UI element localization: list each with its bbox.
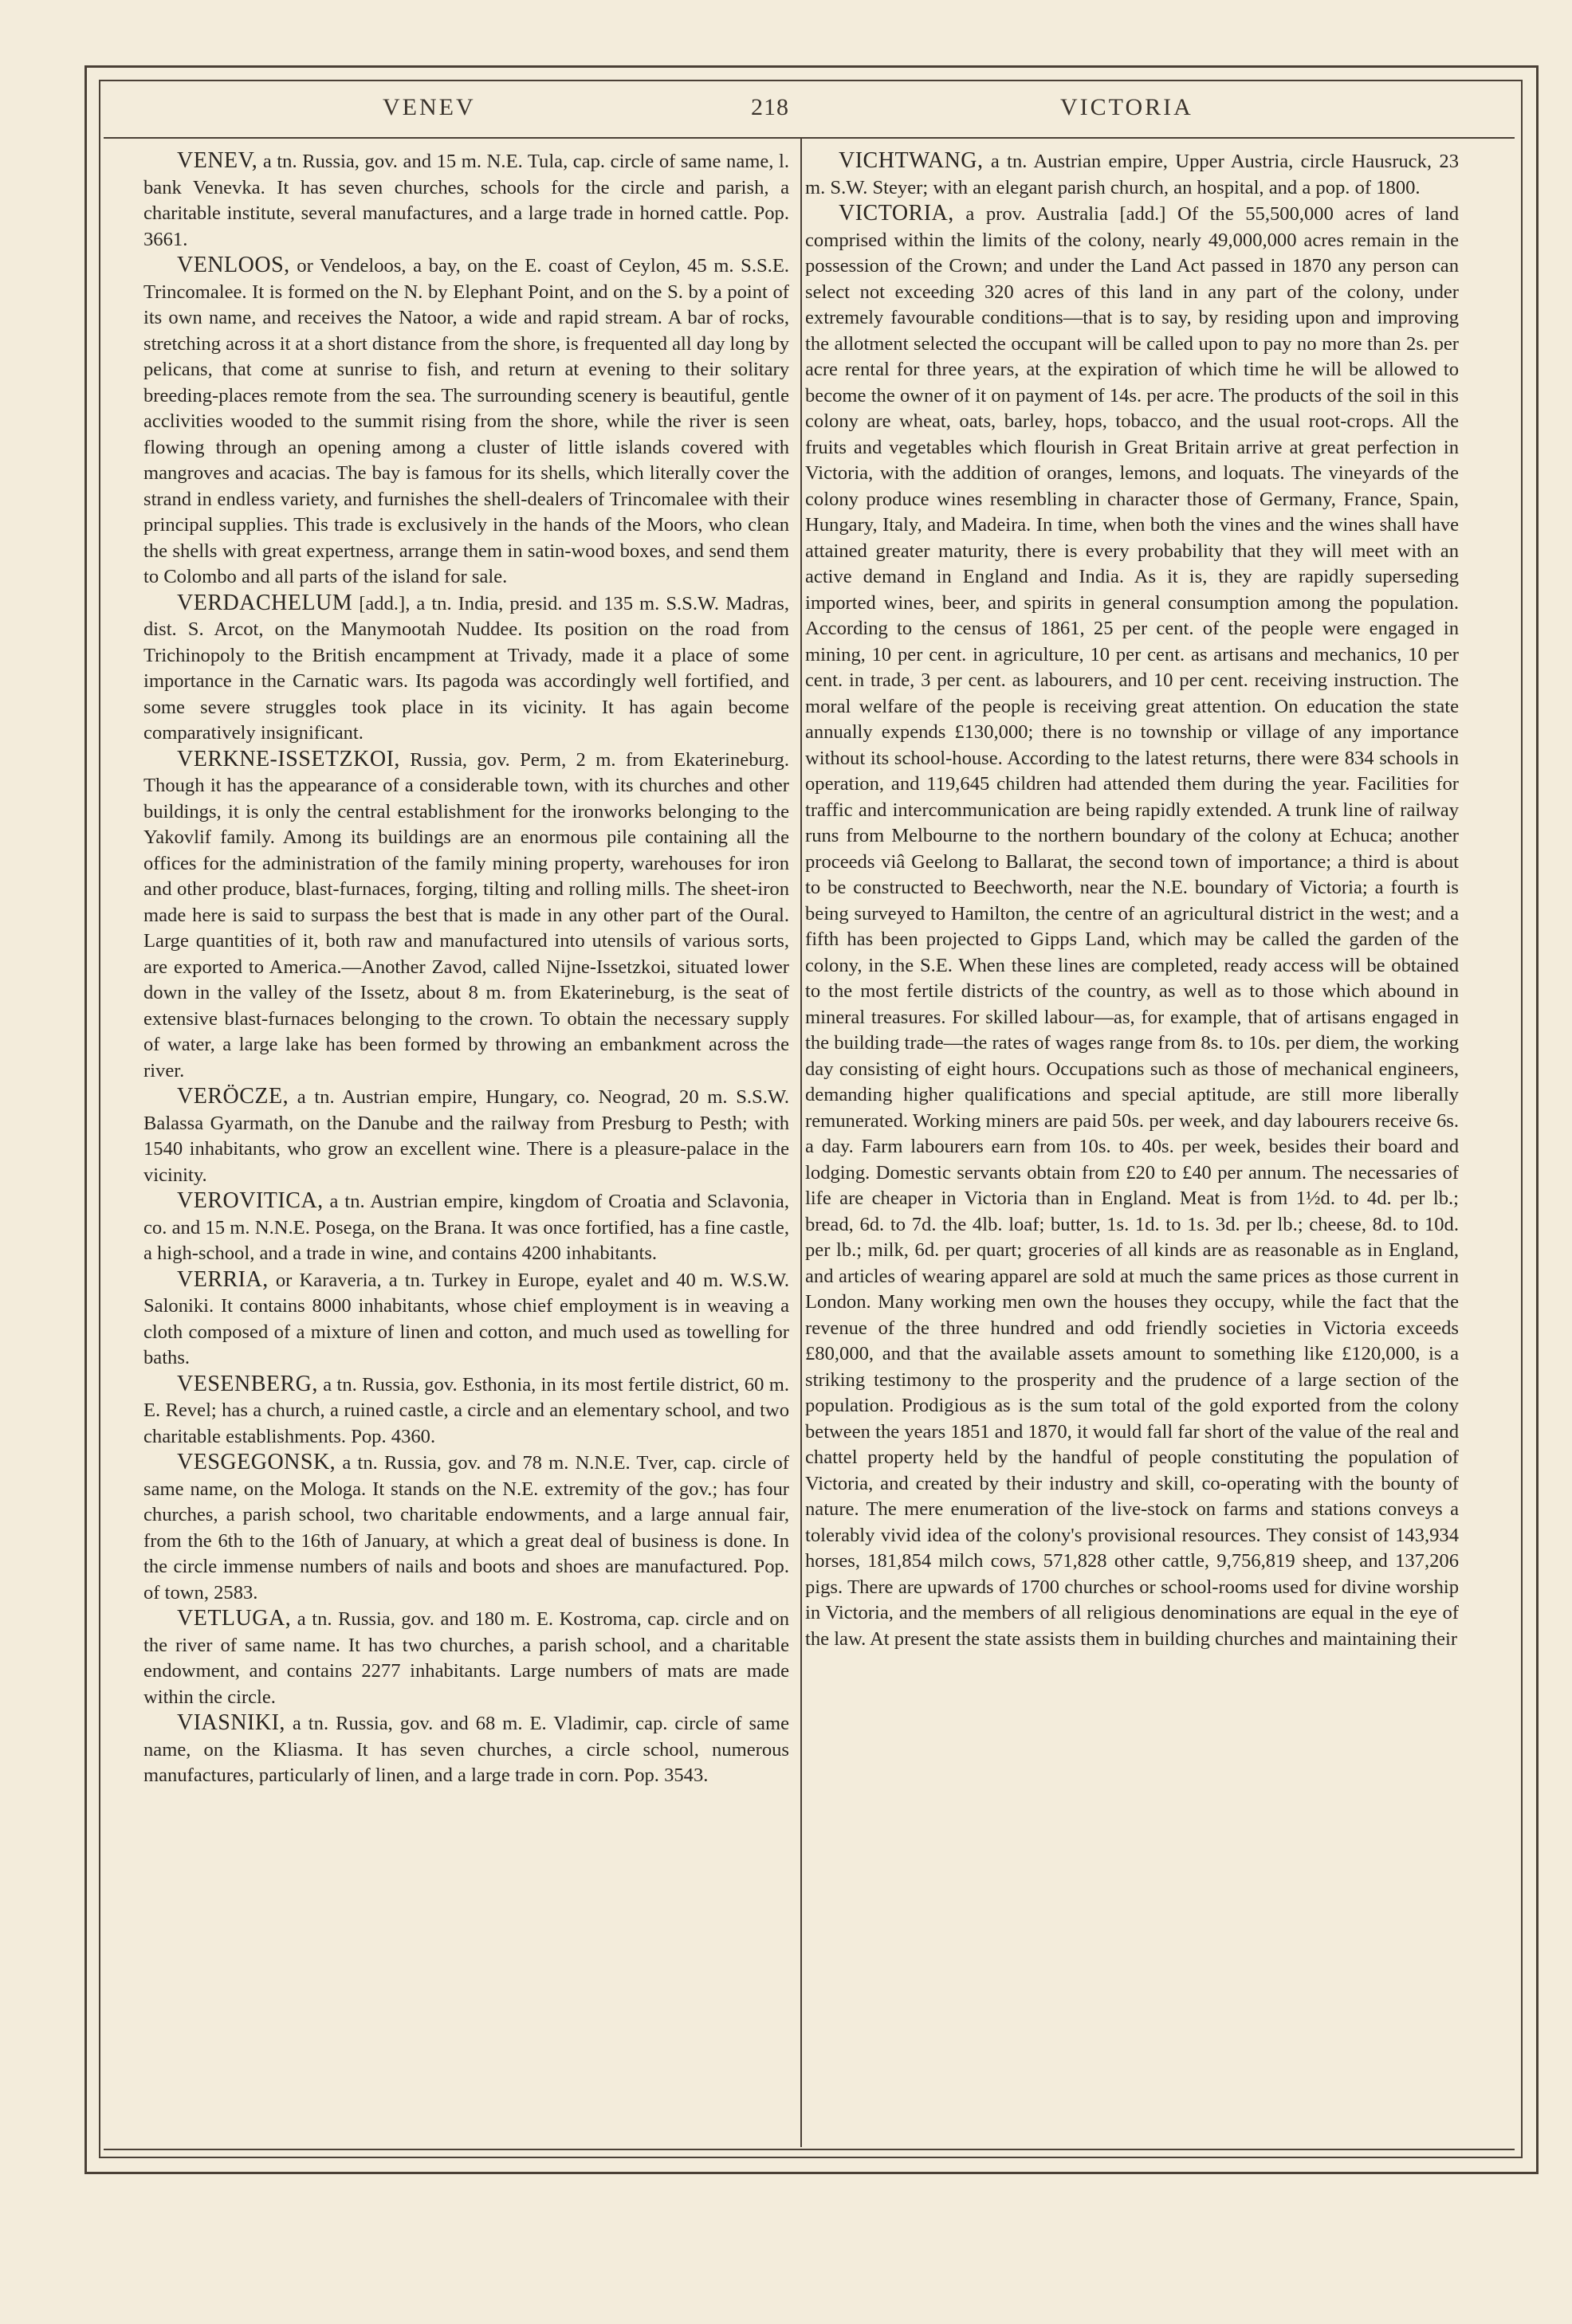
running-header [104,94,1515,135]
headword: VERÖCZE, [177,1084,289,1109]
entry-text: a tn. Austrian empire, Hungary, co. Neograd, 20 m. S.S.W. Balassa Gyarmath, on the Danube and the railway from Presburg to Pesth; with 1540 inhabitants, who grow an excellent wine. There is a pleasure-palace in the vicinity. [143,1086,789,1186]
entry [143,253,789,591]
entry-text: or Karaveria, a tn. Turkey in Europe, eyalet and 40 m. W.S.W. Saloniki. It contains 8000 inhabitants, whose chief employment is in weaving a cloth composed of a mixture of linen and cotton, and much used as towelling for baths. [143,1269,789,1368]
entry-text: a tn. Austrian empire, kingdom of Croatia and Sclavonia, co. and 15 m. N.N.E. Posega, on the Brana. It was once fortified, has a fine castle, a high-school, and a trade in wine, and contains 4200 inhabitants. [143,1191,789,1264]
entry [143,1606,789,1710]
entry [143,747,789,1085]
headword: VIASNIKI, [177,1710,285,1735]
headword: VEROVITICA, [177,1188,324,1213]
entry [143,1084,789,1188]
entry-text: Russia, gov. Perm, 2 m. from Ekaterineburg. Though it has the appearance of a considerable town, with its churches and other buildings, it is only the central establishment for the ironworks belonging to the Yakovlif family. Among its buildings are an enormous pile containing all the offices for the administration of the family mining property, warehouses for iron and other produce, blast-furnaces, forging, tilting and rolling mills. The sheet-iron made here is said to surpass the best that is made in any other part of the Oural. Large quantities of it, both raw and manufactured into utensils of various sorts, are exported to America.—Another Zavod, called Nijne-Issetzkoi, situated lower down in the valley of the Issetz, about 8 m. from Ekaterineburg, is the seat of extensive blast-furnaces belonging to the crown. To obtain the necessary supply of water, a large lake has been formed by throwing an embankment across the river. [143,748,789,1082]
headword: VERDACHELUM [177,590,353,615]
entry-text: [add.], a tn. India, presid. and 135 m. S.S.W. Madras, dist. S. Arcot, on the Manymootah Nuddee. Its position on the road from Trichinopoly to the British encampment at Trivady, made it a place of some importance in the Carnatic wars. Its pagoda was accordingly well fortified, and some severe struggles took place in its vicinity. It has again become comparatively insignificant. [143,592,789,744]
page-number: 218 [751,94,789,120]
headword: VESGEGONSK, [177,1450,336,1474]
headword: VENEV, [177,148,258,173]
entry-text: or Vendeloos, a bay, on the E. coast of Ceylon, 45 m. S.S.E. Trincomalee. It is formed on the N. by Elephant Point, and on the S. by a point of its own name, and receives the Natoor, a wide and rapid stream. A bar of rocks, stretching across it at a short distance from the shore, is frequented all day long by pelicans, that come at sunrise to fish, and return at evening to their solitary breeding-places remote from the sea. The surrounding scenery is beautiful, gentle acclivities wooded to the summit rising from the shore, while the river is seen flowing through an opening among a cluster of little islands covered with mangroves and acacias. The bay is famous for its shells, which literally cover the strand in endless variety, and furnishes the shell-dealers of Trincomalee with their principal supplies. This trade is exclusively in the hands of the Moors, who clean the shells with great expertness, arrange them in satin-wood boxes, and send them to Colombo and all parts of the island for sale. [143,255,789,587]
entry-text: a tn. Russia, gov. and 78 m. N.N.E. Tver, cap. circle of same name, on the Mologa. It stands on the N.E. extremity of the gov.; has four churches, a parish school, two charitable endowments, and a large annual fair, from the 6th to the 16th of January, at which a great deal of business is done. In the circle immense numbers of nails and boots and shoes are manufactured. Pop. of town, 2583. [143,1452,789,1604]
entry-text: a prov. Australia [add.] Of the 55,500,000 acres of land comprised within the limits of the colony, nearly 49,000,000 acres remain in the possession of the Crown; and under the Land Act passed in 1870 any person can select not exceeding 320 acres of this land in any part of the colony, under extremely favourable conditions—that is to say, by residing upon and improving the allotment selected the occupant will be called upon to pay no more than 2s. per acre rental for three years, at the expiration of which time he will be allowed to become the owner of it on payment of 14s. per acre. The products of the soil in this colony are wheat, oats, barley, hops, tobacco, and the usual root-crops. All the fruits and vegetables which flourish in Great Britain arrive at great perfection in Victoria, with the addition of oranges, lemons, and loquats. The vineyards of the colony produce wines resembling in character those of Germany, France, Spain, Hungary, Italy, and Madeira. In time, when both the vines and the wines shall have attained greater maturity, there is every probability that they will meet with an active demand in England and India. As it is, they are rapidly superseding imported wines, beer, and spirits in general consumption among the population. According to the census of 1861, 25 per cent. of the people were engaged in mining, 10 per cent. in agriculture, 10 per cent. as artisans and mechanics, 10 per cent. in trade, 3 per cent. as labourers, and 10 per cent. receiving instruction. The moral welfare of the people is receiving great attention. On education the state annually expends £130,000; there is no township or village of any importance without its school-house. According to the latest returns, there were 834 schools in operation, and 119,645 children had attended them during the year. Facilities for traffic and intercommunication are being rapidly extended. A trunk line of railway runs from Melbourne to the northern boundary of the colony at Echuca; another proceeds viâ Geelong to Ballarat, the second town of importance; a third is about to be constructed to Beechworth, near the N.E. boundary of Victoria; a fourth is being surveyed to Hamilton, the centre of an agricultural district in the west; and a fifth has been projected to Gipps Land, which may be called the garden of the colony, in the S.E. When these lines are completed, ready access will be obtained to the most fertile districts of the country, as well as to those which abound in mineral treasures. For skilled labour—as, for example, that of artisans engaged in the building trade—the rates of wages range from 8s. to 10s. per diem, the working day consisting of eight hours. Occupations such as those of mechanical engineers, demanding higher qualifications and special aptitude, are still more liberally remunerated. Working miners are paid 50s. per week, and day labourers receive 6s. a day. Farm labourers earn from 10s. to 40s. per week, besides their board and lodging. Domestic servants obtain from £20 to £40 per annum. The necessaries of life are cheaper in Victoria than in England. Meat is from 1½d. to 4d. per lb.; bread, 6d. to 7d. the 4lb. loaf; butter, 1s. 1d. to 1s. 3d. per lb.; cheese, 8d. to 10d. per lb.; milk, 6d. per quart; groceries of all kinds are as reasonable as in England, and articles of wearing apparel are sold at much the same prices as those current in London. Many working men own the houses they occupy, while the fact that the revenue of the three hundred and odd friendly societies in Victoria exceeds £80,000, and that the available assets amount to something like £120,000, is a striking testimony to the prosperity and the prudence of a large section of the population. Prodigious as is the sum total of the gold exported from the colony between the years 1851 and 1870, it would fall far short of the value of the real and chattel property held by the handful of people constituting the population of Victoria, and created by their industry and skill, co-operating with the bounty of nature. The mere enumeration of the live-stock on farms and stations conveys a tolerably vivid idea of the colony's provisional resources. They consist of 143,934 horses, 181,854 milch cows, 571,828 other cattle, 9,756,819 sheep, and 137,206 pigs. There are upwards of 1700 churches or school-rooms used for divine worship in Victoria, and the members of all religious denominations are equal in the eye of the law. At present the state assists them in building churches and maintaining their [805,203,1459,1650]
column-divider [800,139,802,2147]
entry [143,148,789,253]
headword: VERRIA, [177,1266,269,1292]
entry [143,1450,789,1606]
entry-text: a tn. Russia, gov. and 68 m. E. Vladimir, cap. circle of same name, on the Kliasma. It has seven churches, a circle school, numerous manufactures, particularly of linen, and a large trade in corn. Pop. 3543. [143,1713,789,1786]
entry-text: a tn. Russia, gov. Esthonia, in its most fertile district, 60 m. E. Revel; has a church, a ruined castle, a circle and an elementary school, and two charitable establishments. Pop. 4360. [143,1373,789,1447]
entry-text: a tn. Russia, gov. and 180 m. E. Kostroma, cap. circle and on the river of same name. It has two churches, a parish school, and a charitable endowment, and contains 2277 inhabitants. Large numbers of mats are made within the circle. [143,1608,789,1708]
headword: VICTORIA, [839,201,954,226]
headword: VICHTWANG, [839,148,984,173]
headword: VENLOOS, [177,253,290,277]
headword: VETLUGA, [177,1606,292,1631]
headword: VESENBERG, [177,1371,318,1396]
headword: VERKNE-ISSETZKOI, [177,746,400,771]
bottom-rule [104,2149,1515,2150]
header-right-word: VICTORIA [1060,94,1193,120]
header-rule [104,137,1515,139]
entry [805,201,1459,1652]
entry-text: a tn. Russia, gov. and 15 m. N.E. Tula, cap. circle of same name, l. bank Venevka. It has seven churches, schools for the circle and parish, a charitable institute, several manufactures, and a large trade in horned cattle. Pop. 3661. [143,151,789,250]
entry [143,1267,789,1372]
entry [143,1188,789,1267]
left-column [143,148,789,2141]
entry-text: a tn. Austrian empire, Upper Austria, circle Hausruck, 23 m. S.W. Steyer; with an elegant parish church, an hospital, and a pop. of 1800. [805,151,1459,198]
right-column [805,148,1459,2141]
entry [805,148,1459,201]
entry [143,591,789,747]
entry [143,1710,789,1789]
entry [143,1372,789,1451]
header-left-word: VENEV [383,94,476,120]
